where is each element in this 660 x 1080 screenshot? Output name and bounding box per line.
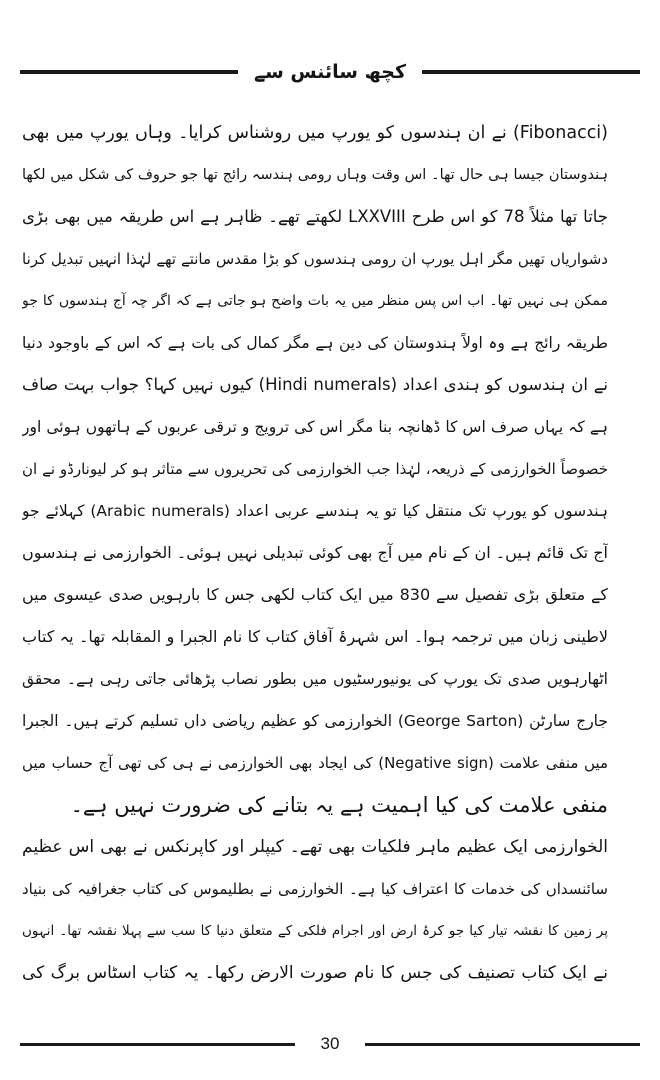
body-text — [22, 112, 608, 994]
text-line: خصوصاً الخوارزمی کے ذریعہ، لہٰذا جب الخوارزمی کی تحریروں سے متاثر ہو کر لیونارڈو نے ان — [22, 460, 608, 478]
page-footer — [20, 1024, 640, 1064]
header-rule-right — [422, 70, 640, 74]
text-line: الخوارزمی ایک عظیم ماہر فلکیات بھی تھے۔ کیپلر اور کاپرنکس نے بھی اس عظیم — [22, 837, 608, 857]
text-line: اٹھارہویں صدی تک یورپ کی یونیورسٹیوں میں بطور نصاب پڑھائی جاتی رہی ہے۔ محقق — [22, 670, 608, 688]
page-header — [20, 52, 640, 92]
text-line: طریقہ رائج ہے وہ اولاً ہندوستان کی دین ہے مگر کمال کی بات ہے کہ اس کے باوجود دنیا — [22, 334, 608, 352]
text-line: سائنسداں کی خدمات کا اعتراف کیا ہے۔ الخوارزمی نے بطلیموس کی کتاب جغرافیہ کی بنیاد — [22, 880, 608, 898]
text-line: آج تک قائم ہیں۔ ان کے نام میں آج بھی کوئی تبدیلی نہیں ہوئی۔ الخوارزمی نے ہندسوں — [22, 543, 608, 562]
footer-rule-left — [20, 1043, 295, 1046]
footer-rule-right — [365, 1043, 640, 1046]
text-line: ہندوستان جیسا ہی حال تھا۔ اس وقت وہاں رومی ہندسہ رائج تھا جو حروف کی شکل میں لکھا — [22, 167, 608, 183]
text-line: ہے کہ یہاں صرف اس کا ڈھانچہ بنا مگر اس کی ترویج و ترقی عربوں کے ہاتھوں ہوئی اور — [22, 418, 608, 436]
page-number: 30 — [320, 1034, 340, 1053]
header-rule-left — [20, 70, 238, 74]
text-line: دشواریاں تھیں مگر اہل یورپ ان رومی ہندسوں کو بڑا مقدس مانتے تھے لہٰذا انہیں تبدیل کرنا — [22, 250, 608, 268]
text-line: میں منفی علامت (Negative sign) کی ایجاد بھی الخوارزمی نے ہی کی تھی آج حساب میں — [22, 754, 608, 772]
text-line: لاطینی زبان میں ترجمہ ہوا۔ اس شہرۂ آفاق کتاب کا نام الجبرا و المقابلہ تھا۔ یہ کتاب — [22, 627, 608, 646]
text-line: ممکن ہی نہیں تھا۔ اب اس پس منظر میں یہ بات واضح ہو جاتی ہے کہ اگر چہ آج ہندسوں کا جو — [22, 293, 608, 309]
text-line: جارج سارٹن (George Sarton) الخوارزمی کو عظیم ریاضی داں تسلیم کرتے ہیں۔ الجبرا — [22, 712, 608, 730]
text-line: منفی علامت کی کیا اہمیت ہے یہ بتانے کی ضرورت نہیں ہے۔ — [70, 793, 608, 817]
running-title: کچھ سائنس سے — [253, 61, 407, 83]
text-line: نے ایک کتاب تصنیف کی جس کا نام صورت الارض رکھا۔ یہ کتاب اسٹاس برگ کی — [22, 963, 608, 983]
text-line: جاتا تھا مثلاً 78 کو اس طرح LXXVIII لکھتے تھے۔ ظاہر ہے اس طریقہ میں بھی بڑی — [22, 207, 608, 226]
text-line: (Fibonacci) نے ان ہندسوں کو یورپ میں روشناس کرایا۔ وہاں یورپ میں بھی — [22, 123, 608, 143]
text-line: نے ان ہندسوں کو ہندی اعداد (Hindi numerals) کیوں نہیں کہا؟ جواب بہت صاف — [22, 375, 608, 394]
text-line: کے متعلق بڑی تفصیل سے 830 میں ایک کتاب لکھی جس کا بارہویں صدی عیسوی میں — [22, 585, 608, 604]
text-line: ہندسوں کو یورپ تک منتقل کیا تو یہ ہندسے عربی اعداد (Arabic numerals) کہلائے جو — [22, 502, 608, 520]
text-line: پر زمین کا نقشہ تیار کیا جو کرۂ ارض اور اجرام فلکی کے متعلق دنیا کا سب سے پہلا نقشہ تھا۔ انہوں — [22, 923, 608, 939]
